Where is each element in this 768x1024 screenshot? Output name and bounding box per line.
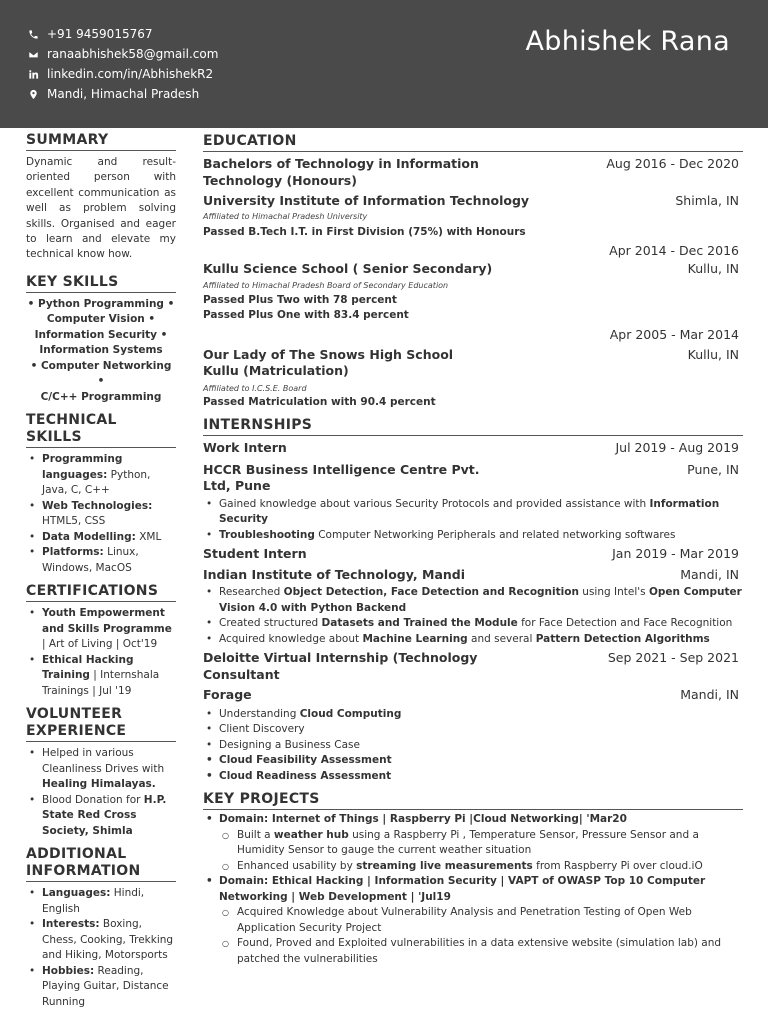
school-row [203, 261, 743, 278]
project-details [237, 828, 743, 875]
key-skills-list [26, 297, 176, 406]
location-row [25, 84, 218, 104]
list-item: ○ Enhanced usability by streaming live measurements from Raspberry Pi over cloud.iO [237, 859, 743, 875]
school-location: Kullu, IN [687, 261, 739, 276]
org-row [203, 687, 743, 704]
education-entry [203, 243, 743, 261]
technical-skills-heading: TECHNICAL SKILLS [26, 412, 176, 448]
list-item: • Youth Empowerment and Skills Programme | Art of Living | Oct'19 [26, 606, 176, 653]
linkedin-row [25, 64, 218, 84]
school-row [203, 193, 743, 210]
list-item: • Hobbies: Reading, Playing Guitar, Distance Running [26, 964, 176, 1011]
internships-heading: INTERNSHIPS [203, 416, 743, 436]
list-item: • Understanding Cloud Computing [219, 707, 743, 723]
affiliation: Affiliated to I.C.S.E. Board [203, 383, 307, 393]
additional-info-list [26, 886, 176, 1010]
school-name: University Institute of Information Technology [203, 193, 530, 208]
projects-list [219, 874, 743, 905]
internship-bullets [219, 497, 743, 544]
list-item: • Web Technologies: HTML5, CSS [26, 499, 176, 530]
date-range: Sep 2021 - Sep 2021 [607, 650, 739, 665]
phone-row [25, 24, 218, 44]
linkedin-icon [25, 69, 41, 80]
school-name: Kullu Science School ( Senior Secondary) [203, 261, 493, 276]
internship-bullets [219, 707, 743, 785]
additional-info-heading: ADDITIONAL INFORMATION [26, 846, 176, 882]
date-range: Apr 2005 - Mar 2014 [609, 326, 739, 342]
list-item: • Designing a Business Case [219, 738, 743, 754]
list-item: ○ Found, Proved and Exploited vulnerabilities in a data extensive website (simulation lab) and patched the vulnerabilities [237, 936, 743, 967]
degree-title: Bachelors of Technology in Information Technology (Honours) [203, 156, 479, 188]
list-item: • Troubleshooting Computer Networking Peripherals and related networking softwares [219, 528, 743, 544]
key-projects-heading: KEY PROJECTS [203, 790, 743, 810]
email-row [25, 44, 218, 64]
certifications-heading: CERTIFICATIONS [26, 583, 176, 602]
list-item: • Languages: Hindi, English [26, 886, 176, 917]
list-item: • Programming languages: Python, Java, C, C++ [26, 452, 176, 499]
org-location: Pune, IN [687, 461, 739, 477]
list-item: • Ethical Hacking Training | Internshala Trainings | Jul '19 [26, 653, 176, 700]
location-text: Mandi, Himachal Pradesh [47, 87, 200, 101]
left-column [26, 132, 176, 1010]
org-location: Mandi, IN [680, 687, 739, 702]
certifications-list [26, 606, 176, 699]
summary-heading: SUMMARY [26, 132, 176, 151]
org-location: Mandi, IN [680, 566, 739, 582]
projects-list [219, 812, 743, 828]
linkedin-text[interactable]: linkedin.com/in/AbhishekR2 [47, 67, 214, 81]
key-skill-line: Information Systems [39, 344, 163, 357]
date-range: Aug 2016 - Dec 2020 [606, 156, 739, 171]
envelope-icon [25, 49, 41, 60]
role-title: Work Intern [203, 440, 287, 455]
role-title: Deloitte Virtual Internship (Technology Consultant [203, 650, 478, 682]
result-text: Passed Matriculation with 90.4 percent [203, 395, 436, 408]
result-text: Passed Plus Two with 78 percent [203, 293, 397, 306]
key-skill-line: Information Security • [34, 328, 168, 341]
list-item: ○ Built a weather hub using a Raspberry Pi , Temperature Sensor, Pressure Sensor and a Humidity Sensor to gauge the current weather situation [237, 828, 743, 859]
org-row [203, 462, 743, 495]
affiliation: Affiliated to Himachal Pradesh University [203, 211, 368, 221]
list-item: • Data Modelling: XML [26, 530, 176, 546]
list-item: • Client Discovery [219, 722, 743, 738]
project-domain: • Domain: Internet of Things | Raspberry Pi |Cloud Networking| 'Mar20 [219, 812, 743, 828]
internship-entry [203, 650, 743, 683]
education-heading: EDUCATION [203, 132, 743, 152]
education-entry [203, 327, 743, 345]
list-item: • Blood Donation for H.P. State Red Cross Society, Shimla [26, 793, 176, 840]
phone-icon [25, 29, 41, 40]
resume-header [0, 0, 768, 128]
key-skill-line: • Python Programming • [27, 297, 175, 310]
org-name: HCCR Business Intelligence Centre Pvt. Ltd, Pune [203, 461, 480, 493]
date-range: Jan 2019 - Mar 2019 [612, 546, 739, 561]
list-item: • Interests: Boxing, Chess, Cooking, Trekking and Hiking, Motorsports [26, 917, 176, 964]
education-entry [203, 156, 743, 189]
list-item: • Gained knowledge about various Security Protocols and provided assistance with Information Security [219, 497, 743, 528]
key-skill-line: • Computer Networking • [30, 359, 172, 388]
school-row [203, 347, 743, 380]
key-skills-heading: KEY SKILLS [26, 274, 176, 293]
right-column [203, 132, 743, 967]
org-row [203, 567, 743, 584]
org-name: Indian Institute of Technology, Mandi [203, 566, 466, 582]
list-item: • Acquired knowledge about Machine Learning and several Pattern Detection Algorithms [219, 632, 743, 648]
list-item: • Cloud Feasibility Assessment [219, 753, 743, 769]
list-item: • Helped in various Cleanliness Drives with Healing Himalayas. [26, 746, 176, 793]
map-pin-icon [25, 89, 41, 100]
org-name: Forage [203, 687, 252, 702]
list-item: • Created structured Datasets and Trained the Module for Face Detection and Face Recognition [219, 616, 743, 632]
date-range: Jul 2019 - Aug 2019 [615, 440, 739, 455]
technical-skills-list [26, 452, 176, 576]
result-text: Passed Plus One with 83.4 percent [203, 309, 409, 321]
list-item: • Cloud Readiness Assessment [219, 769, 743, 785]
volunteer-list [26, 746, 176, 839]
candidate-name: Abhishek Rana [525, 26, 730, 57]
email-text[interactable]: ranaabhishek58@gmail.com [47, 47, 219, 61]
project-details [237, 905, 743, 967]
key-skill-line: Computer Vision • [46, 313, 156, 326]
list-item: • Researched Object Detection, Face Detection and Recognition using Intel's Open Computer Vision 4.0 with Python Backend [219, 585, 743, 616]
list-item: ○ Acquired Knowledge about Vulnerability Analysis and Penetration Testing of Open Web Application Security Project [237, 905, 743, 936]
school-name: Our Lady of The Snows High School Kullu (Matriculation) [203, 346, 454, 378]
school-location: Shimla, IN [675, 193, 739, 208]
summary-text: Dynamic and result-oriented person with excellent communication as well as problem solving skills. Organised and eager to learn and elevate my technical know how. [26, 156, 176, 261]
internship-entry [203, 440, 743, 457]
date-range: Apr 2014 - Dec 2016 [609, 243, 739, 258]
internship-bullets [219, 585, 743, 647]
role-title: Student Intern [203, 546, 307, 561]
volunteer-heading: VOLUNTEER EXPERIENCE [26, 706, 176, 742]
contact-info [25, 24, 218, 104]
internship-entry [203, 546, 743, 563]
list-item: • Platforms: Linux, Windows, MacOS [26, 545, 176, 576]
school-location: Kullu, IN [687, 346, 739, 362]
key-skill-line: C/C++ Programming [40, 390, 162, 403]
result-text: Passed B.Tech I.T. in First Division (75%) with Honours [203, 225, 526, 238]
affiliation: Affiliated to Himachal Pradesh Board of Secondary Education [203, 280, 449, 290]
phone-text[interactable]: +91 9459015767 [47, 27, 153, 41]
project-domain: • Domain: Ethical Hacking | Information Security | VAPT of OWASP Top 10 Computer Networking | Web Development | 'Jul19 [219, 874, 743, 905]
